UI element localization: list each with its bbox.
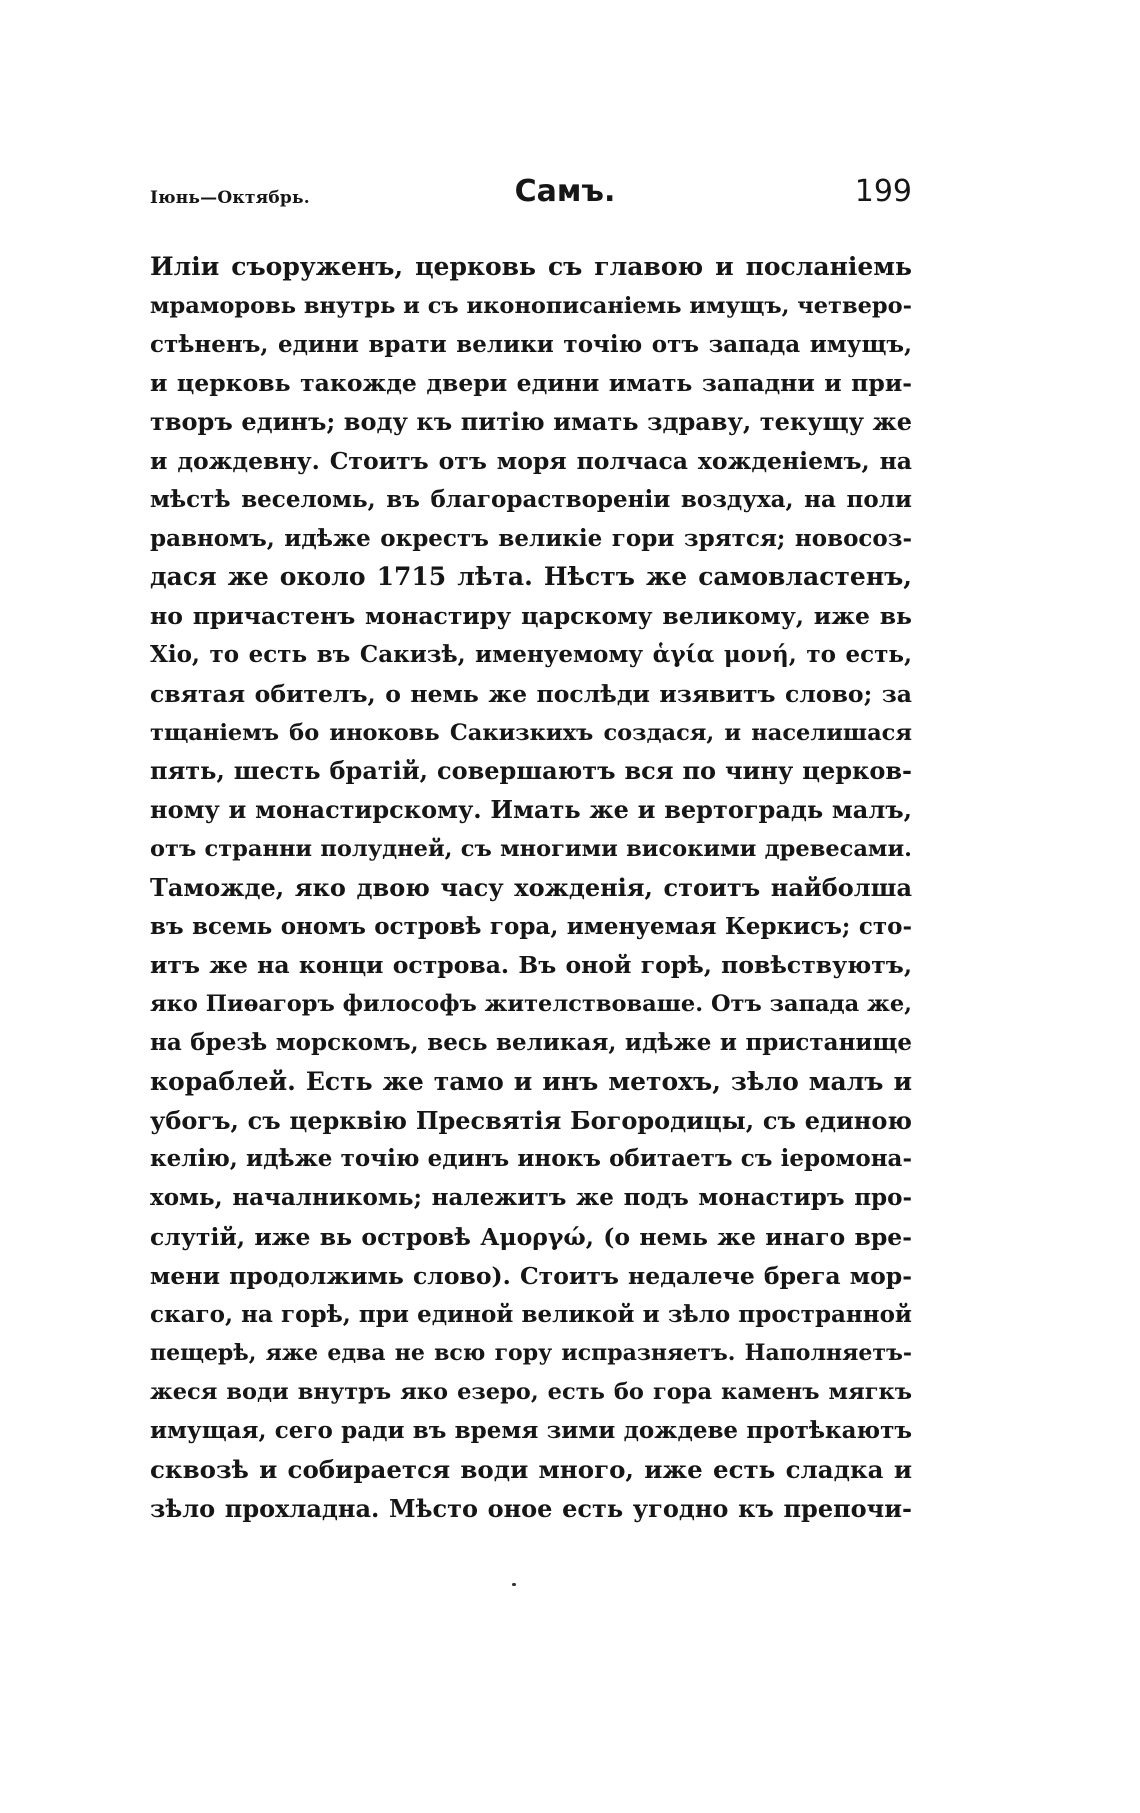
text-line-content: яко Пиѳагоръ философъ жителствоваше. Отъ запада же, (150, 991, 912, 1018)
page-number: 199 (854, 174, 912, 209)
text-line-content: равномъ, идѣже окрестъ великiе гори зрятся; новосоз- (150, 524, 912, 552)
text-line-content: мени продолжимь слово). Стоитъ недалече брега мор- (150, 1261, 912, 1290)
text-line (150, 442, 912, 481)
text-line-content: на брезѣ морскомъ, весь великая, идѣже и пристанище (150, 1028, 912, 1056)
text-line (150, 1218, 912, 1257)
text-line (150, 1412, 912, 1451)
text-line-content: сквозѣ и собирается води много, иже есть сладка и (150, 1454, 912, 1484)
text-line (150, 1490, 912, 1529)
text-line-content: дася же около 1715 лѣта. Нѣстъ же самовластенъ, (150, 562, 912, 592)
text-line (150, 908, 912, 947)
text-line (150, 1063, 912, 1102)
text-line-content: и церковь такожде двери едини имать западни и при- (150, 369, 912, 398)
text-line-content: Хiо, то есть въ Сакизѣ, именуемому ἁγία μονή, то есть, (150, 640, 912, 668)
text-line-content: стѣненъ, едини врати велики точiю отъ запада имущъ, (150, 330, 912, 358)
text-line (150, 1179, 912, 1218)
text-line-content: кораблей. Есть же тамо и инъ метохъ, зѣло малъ и (150, 1066, 912, 1096)
text-line (150, 597, 912, 636)
text-line (150, 481, 912, 520)
text-line (150, 287, 912, 326)
text-line (150, 1102, 912, 1141)
text-line (150, 830, 912, 869)
text-line-content: келiю, идѣже точiю единъ инокъ обитаетъ съ iеромона- (150, 1145, 912, 1173)
text-line-content: Таможде, яко двою часу хожденiя, стоитъ найболша (150, 872, 912, 902)
text-line (150, 636, 912, 675)
text-line-content: пять, шесть братiй, совершаютъ вся по чину церков- (150, 756, 912, 786)
text-line-content: творъ единъ; воду къ питiю имать здраву, текущу же (150, 407, 912, 437)
running-head-section: Іюнь—Октябрь. (150, 188, 310, 208)
text-line-content: пещерѣ, яже едва не всю гору испразняетъ. Наполняетъ- (150, 1340, 912, 1367)
text-line (150, 326, 912, 365)
text-line-content: Илiи съоруженъ, церковь съ главою и посланiемь (150, 252, 912, 281)
text-line (150, 675, 912, 714)
text-line (150, 1451, 912, 1490)
text-line (150, 714, 912, 753)
text-line-content: имущая, сего ради въ время зими дождеве протѣкаютъ (150, 1416, 912, 1444)
text-line-content: мѣстѣ веселомь, въ благорастворенiи воздуха, на поли (150, 485, 912, 513)
text-line-content: убогъ, съ церквiю Пресвятiя Богородицы, съ единою (150, 1105, 912, 1135)
text-line-content: зѣло прохладна. Мѣсто оное есть угодно къ препочи- (150, 1493, 912, 1523)
print-speck (512, 1583, 516, 1586)
text-line-content: слутiй, иже вь островѣ Аμοργώ, (о немь же инаго вре- (150, 1222, 912, 1251)
text-line-content: жеся води внутръ яко езеро, есть бо гора каменъ мягкъ (150, 1379, 912, 1406)
text-line-content: мраморовь внутрь и съ иконописанiемь имущъ, четверо- (150, 292, 912, 319)
text-line-content: тщанiемъ бо иноковь Сакизкихъ создася, и населишася (150, 719, 912, 746)
text-line (150, 752, 912, 791)
running-head-title: Самъ. (514, 174, 616, 209)
text-line (150, 946, 912, 985)
text-line (150, 1334, 912, 1373)
running-head (150, 172, 912, 222)
text-line (150, 248, 912, 287)
text-line-content: итъ же на конци острова. Въ оной горѣ, повѣствуютъ, (150, 951, 912, 980)
text-line-content: святая обителъ, о немь же послѣди изявитъ слово; за (150, 679, 912, 708)
text-line (150, 869, 912, 908)
text-line (150, 1296, 912, 1335)
text-line (150, 985, 912, 1024)
text-line (150, 403, 912, 442)
text-line-content: въ всемь ономъ островѣ гора, именуемая Керкисъ; сто- (150, 912, 912, 940)
text-line-content: но причастенъ монастиру царскому великому, иже вь (150, 602, 912, 631)
text-line (150, 558, 912, 597)
text-line-content: ному и монастирскому. Имать же и вертоградь малъ, (150, 795, 912, 825)
text-line (150, 520, 912, 559)
text-line (150, 1373, 912, 1412)
body-text (150, 248, 912, 1528)
text-line (150, 364, 912, 403)
text-line-content: и дождевну. Стоитъ отъ моря полчаса хожденiемъ, на (150, 446, 912, 475)
text-line (150, 1140, 912, 1179)
text-line (150, 791, 912, 830)
text-line-content: отъ странни полудней, съ многими високими древесами. (150, 835, 912, 862)
text-line (150, 1024, 912, 1063)
text-line-content: скаго, на горѣ, при единой великой и зѣло пространной (150, 1300, 912, 1328)
text-line (150, 1257, 912, 1296)
text-line-content: хомь, началникомь; належитъ же подъ монастиръ про- (150, 1184, 912, 1212)
